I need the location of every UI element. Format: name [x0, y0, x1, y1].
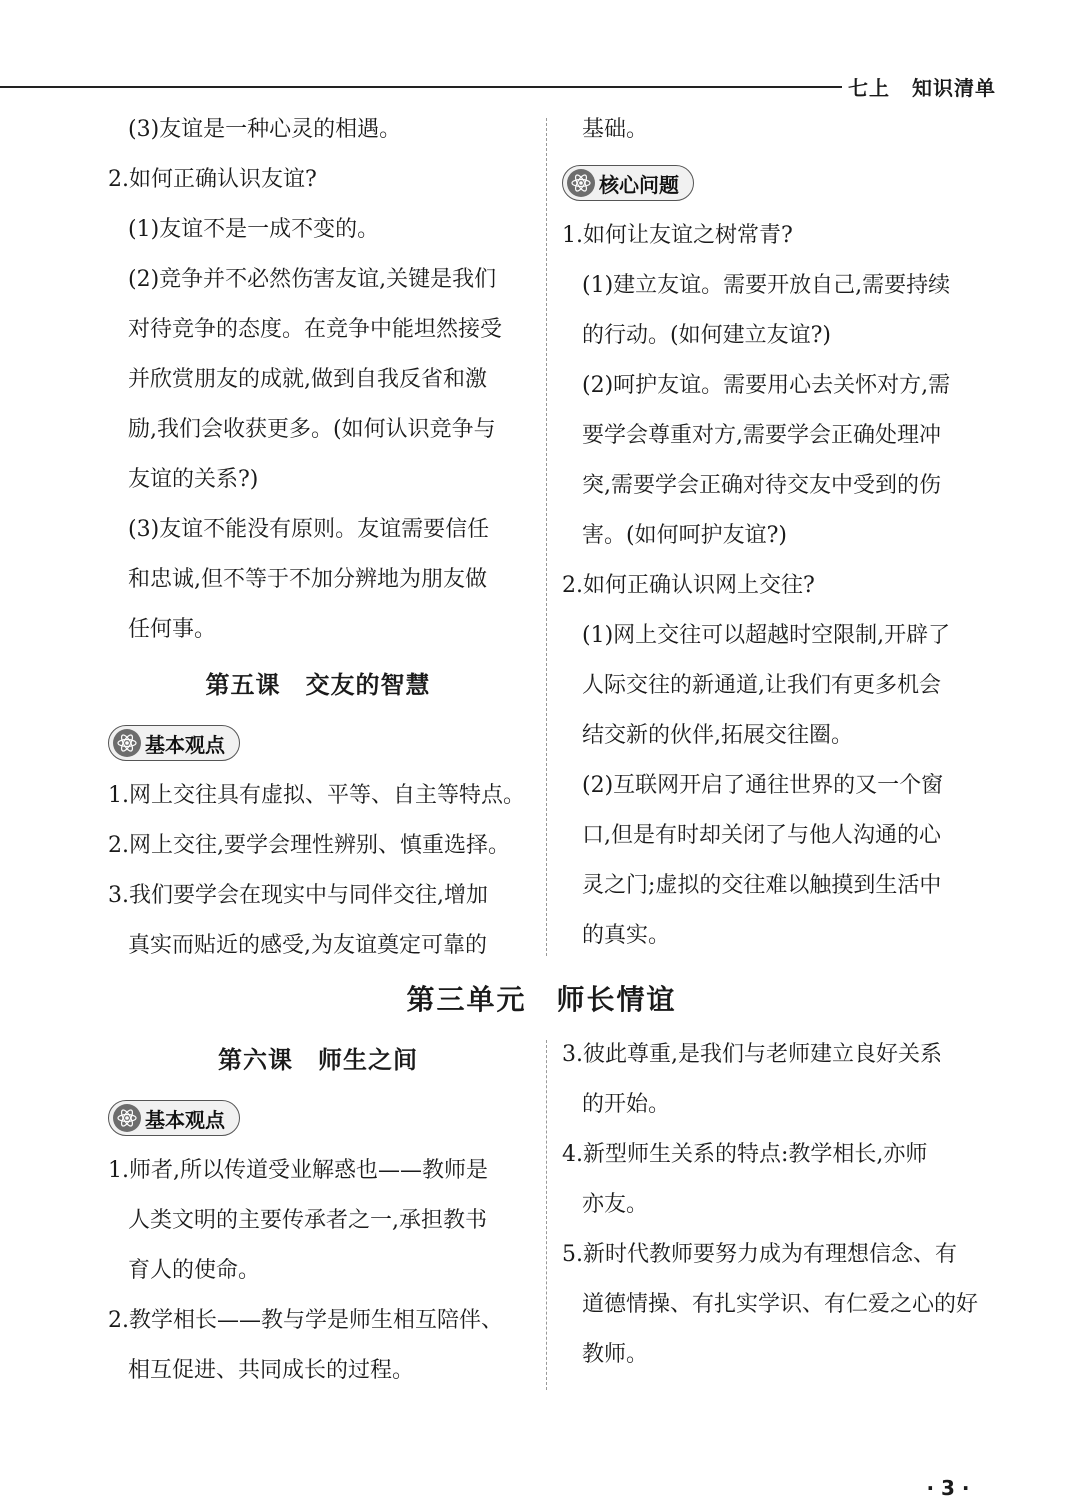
text-line: 和忠诚,但不等于不加分辨地为朋友做 [128, 567, 487, 592]
point-line: 1.网上交往具有虚拟、平等、自主等特点。 [108, 783, 525, 808]
point-line: 2.教学相长——教与学是师生相互陪伴、 [108, 1308, 503, 1333]
point-line: 5.新时代教师要努力成为有理想信念、有 [562, 1242, 957, 1267]
badge-row [108, 1090, 528, 1146]
upper-right-column [562, 105, 982, 961]
text-line: (1)建立友谊。需要开放自己,需要持续 [582, 273, 951, 298]
column-divider [546, 1040, 547, 1390]
lesson-title: 第五课 交友的智慧 [205, 671, 431, 699]
point-line: 的开始。 [582, 1092, 671, 1117]
header-rule [0, 86, 842, 88]
text-line: 灵之门;虚拟的交往难以触摸到生活中 [582, 873, 942, 898]
text-line: 结交新的伙伴,拓展交往圈。 [582, 723, 853, 748]
text-line: 要学会尊重对方,需要学会正确处理冲 [582, 423, 941, 448]
badge-label: 基本观点 [145, 1107, 225, 1132]
text-line: (1)网上交往可以超越时空限制,开辟了 [582, 623, 951, 648]
lower-left-column [108, 1030, 528, 1396]
question-heading: 1.如何让友谊之树常青? [562, 223, 793, 248]
badge-row [108, 715, 528, 771]
point-line: 育人的使命。 [128, 1258, 261, 1283]
text-line: (3)友谊不能没有原则。友谊需要信任 [128, 517, 490, 542]
badge-label: 核心问题 [599, 172, 679, 197]
text-line: (2)竞争并不必然伤害友谊,关键是我们 [128, 267, 497, 292]
text-line: 友谊的关系?) [128, 467, 259, 492]
text-line: 的真实。 [582, 923, 671, 948]
point-line: 2.网上交往,要学会理性辨别、慎重选择。 [108, 833, 510, 858]
text-line: (2)互联网开启了通往世界的又一个窗 [582, 773, 944, 798]
atom-icon [113, 729, 141, 757]
text-line: 并欣赏朋友的成就,做到自我反省和激 [128, 367, 487, 392]
badge-row [562, 155, 982, 211]
badge-label: 基本观点 [145, 732, 225, 757]
header-title: 知识清单 [912, 76, 996, 100]
point-line: 4.新型师生关系的特点:教学相长,亦师 [562, 1142, 928, 1167]
text-line: 人际交往的新通道,让我们有更多机会 [582, 673, 941, 698]
point-line: 道德情操、有扎实学识、有仁爱之心的好 [582, 1292, 979, 1317]
text-line: (1)友谊不是一成不变的。 [128, 217, 380, 242]
text-line: 对待竞争的态度。在竞争中能坦然接受 [128, 317, 503, 342]
column-divider [546, 118, 547, 956]
page-number: · 3 · [926, 1476, 970, 1500]
text-line: 害。(如何呵护友谊?) [582, 523, 787, 548]
lesson-title: 第六课 师生之间 [218, 1046, 418, 1074]
text-line: (2)呵护友谊。需要用心去关怀对方,需 [582, 373, 951, 398]
section-badge [562, 165, 694, 201]
atom-icon [567, 169, 595, 197]
text-line: (3)友谊是一种心灵的相遇。 [128, 117, 402, 142]
running-header [848, 72, 996, 101]
point-line: 人类文明的主要传承者之一,承担教书 [128, 1208, 487, 1233]
point-line: 教师。 [582, 1342, 649, 1367]
question-heading: 2.如何正确认识友谊? [108, 167, 317, 192]
text-line: 口,但是有时却关闭了与他人沟通的心 [582, 823, 941, 848]
point-line: 亦友。 [582, 1192, 649, 1217]
lower-right-column [562, 1030, 982, 1380]
point-line: 1.师者,所以传道受业解惑也——教师是 [108, 1158, 488, 1183]
text-line: 的行动。(如何建立友谊?) [582, 323, 831, 348]
point-line: 真实而贴近的感受,为友谊奠定可靠的 [128, 933, 487, 958]
point-line: 3.我们要学会在现实中与同伴交往,增加 [108, 883, 488, 908]
text-line: 励,我们会收获更多。(如何认识竞争与 [128, 417, 496, 442]
unit-title: 第三单元 师长情谊 [406, 983, 677, 1016]
point-line: 相互促进、共同成长的过程。 [128, 1358, 415, 1383]
text-line: 突,需要学会正确对待交友中受到的伤 [582, 473, 941, 498]
text-line: 基础。 [582, 117, 649, 142]
upper-left-column [108, 105, 528, 971]
atom-icon [113, 1104, 141, 1132]
point-line: 3.彼此尊重,是我们与老师建立良好关系 [562, 1042, 942, 1067]
question-heading: 2.如何正确认识网上交往? [562, 573, 815, 598]
section-badge [108, 1100, 240, 1136]
text-line: 任何事。 [128, 617, 217, 642]
section-badge [108, 725, 240, 761]
header-grade: 七上 [848, 76, 890, 100]
